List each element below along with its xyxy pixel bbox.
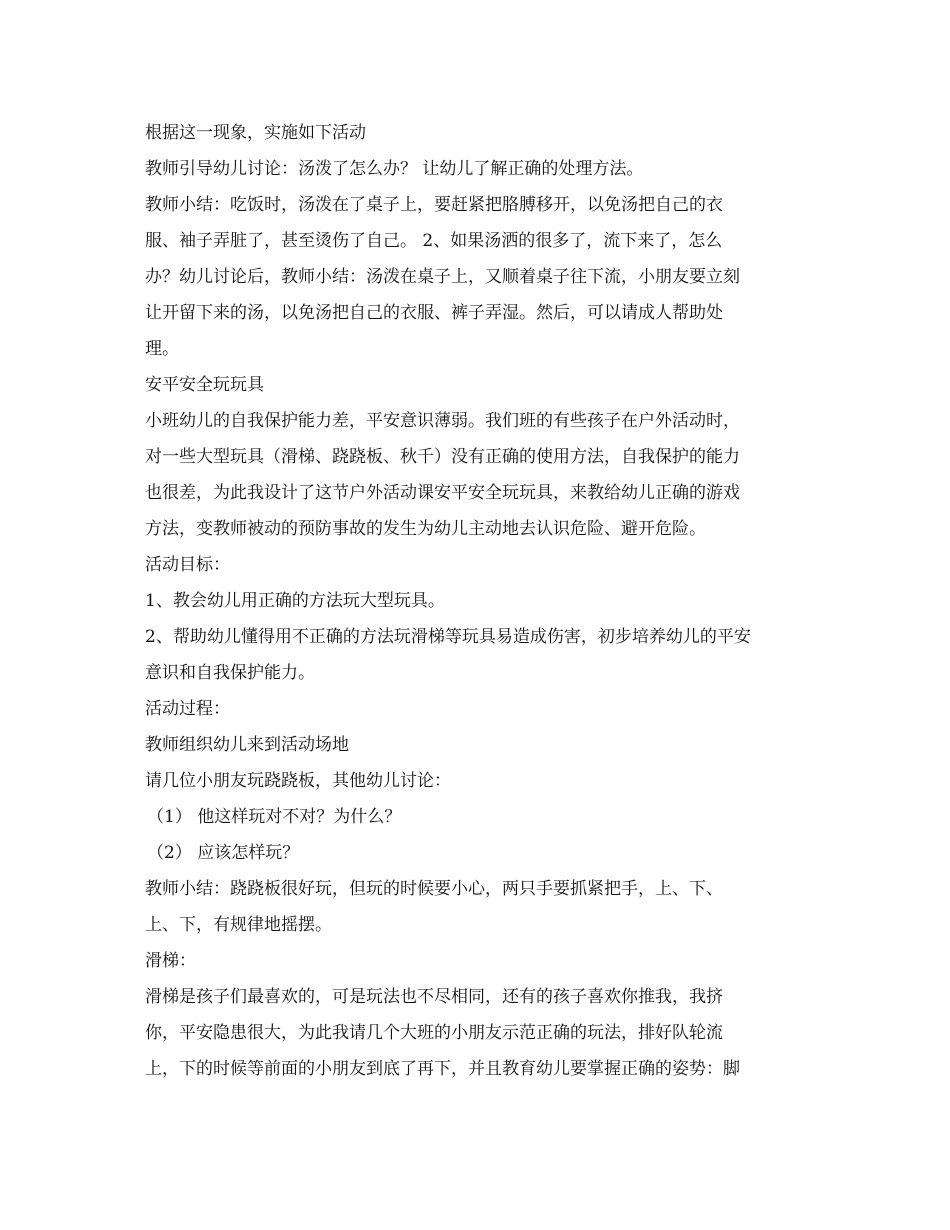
text-line: 教师引导幼儿讨论：汤泼了怎么办？ 让幼儿了解正确的处理方法。 bbox=[145, 159, 644, 179]
section-heading: 滑梯： bbox=[145, 951, 196, 971]
text-line: 对一些大型玩具（滑梯、跷跷板、秋千）没有正确的使用方法，自我保护的能力 bbox=[145, 447, 740, 467]
section-heading: 安平安全玩玩具 bbox=[145, 375, 264, 395]
text-line: 理。 bbox=[145, 339, 179, 359]
text-line: 请几位小朋友玩跷跷板，其他幼儿讨论： bbox=[145, 771, 451, 791]
text-line: 滑梯是孩子们最喜欢的，可是玩法也不尽相同，还有的孩子喜欢你推我，我挤 bbox=[145, 987, 723, 1007]
section-heading: 活动过程： bbox=[145, 699, 230, 719]
text-line: 教师组织幼儿来到活动场地 bbox=[145, 735, 349, 755]
text-line: 小班幼儿的自我保护能力差，平安意识薄弱。我们班的有些孩子在户外活动时， bbox=[145, 411, 740, 431]
section-heading: 活动目标： bbox=[145, 555, 230, 575]
text-line: 教师小结：吃饭时，汤泼在了桌子上，要赶紧把胳膊移开，以免汤把自己的衣 bbox=[145, 195, 723, 215]
text-line: 根据这一现象，实施如下活动 bbox=[145, 123, 366, 143]
text-line: 办？幼儿讨论后，教师小结：汤泼在桌子上，又顺着桌子往下流，小朋友要立刻 bbox=[145, 267, 740, 287]
text-line: 让开留下来的汤，以免汤把自己的衣服、裤子弄湿。然后，可以请成人帮助处 bbox=[145, 303, 723, 323]
text-line: 教师小结：跷跷板很好玩，但玩的时候要小心，两只手要抓紧把手，上、下、 bbox=[145, 879, 723, 899]
text-line: 也很差，为此我设计了这节户外活动课安平安全玩玩具，来教给幼儿正确的游戏 bbox=[145, 483, 740, 503]
list-item: （2） 应该怎样玩？ bbox=[147, 843, 300, 863]
text-line: 意识和自我保护能力。 bbox=[145, 663, 315, 683]
text-line: 上，下的时候等前面的小朋友到底了再下，并且教育幼儿要掌握正确的姿势：脚 bbox=[145, 1059, 740, 1079]
list-item: 2、帮助幼儿懂得用不正确的方法玩滑梯等玩具易造成伤害，初步培养幼儿的平安 bbox=[145, 627, 751, 647]
text-line: 你，平安隐患很大，为此我请几个大班的小朋友示范正确的玩法，排好队轮流 bbox=[145, 1023, 723, 1043]
document-body bbox=[145, 115, 825, 1087]
text-line: 上、下，有规律地摇摆。 bbox=[145, 915, 332, 935]
text-line: 服、袖子弄脏了，甚至烫伤了自己。 2、如果汤洒的很多了，流下来了，怎么 bbox=[145, 231, 723, 251]
text-line: 方法，变教师被动的预防事故的发生为幼儿主动地去认识危险、避开危险。 bbox=[145, 519, 706, 539]
list-item: （1） 他这样玩对不对？为什么？ bbox=[147, 807, 402, 827]
list-item: 1、教会幼儿用正确的方法玩大型玩具。 bbox=[145, 591, 445, 611]
